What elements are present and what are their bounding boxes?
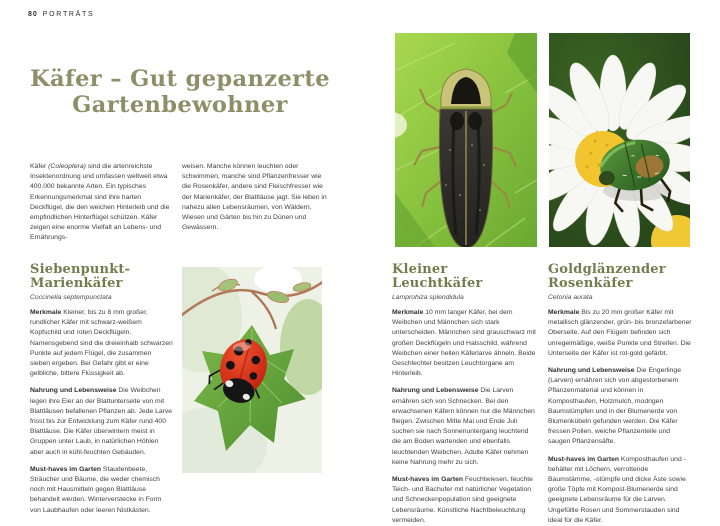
article-heading-line2: Marienkäfer xyxy=(30,275,123,291)
marienkaefer-photo xyxy=(182,267,322,473)
paragraph-lead: Merkmale xyxy=(30,309,62,316)
paragraph-lead: Must-haves im Garten xyxy=(392,476,464,484)
species-name: Cetonia aurata xyxy=(548,294,593,301)
paragraph-text: Die Larven ernähren sich von Schnecken. Bei den erwachsenen Käfern können nur die Männchen fliegen. Zwischen Mitte Mai und Ende Juli suchen sie nach Sonnenuntergang leuchtend die am Boden wartenden und ebenfalls leuchtenden Weibchen. Adulte Käfer nehmen keine Nahrung mehr zu sich. xyxy=(392,387,535,466)
paragraph-lead: Merkmale xyxy=(548,309,580,316)
intro-paragraph-2: weisen. Manche können leuchten oder schwimmen, manche sind Pflanzenfresser wie die Rosenkäfer, andere sind Fleischfresser wie der Marienkäfer, der Blattläuse jagt. Sie leben in nahezu allen Lebensräumen, von Wäldern, Wiesen und Gärten bis hin zu Dünen und Gewässern. xyxy=(182,163,327,232)
rosenkaefer-illustration xyxy=(549,33,690,247)
order-name-italic: (Coleoptera) xyxy=(48,163,86,170)
paragraph-text: Die Weibchen legen ihre Eier an der Blattunterseite von mit Blattläusen befallenen Pflanzen ab. Jede Larve frisst bis zur Entwicklung zum Käfer rund 400 Blattläuse. Die Käfer überwintern meist in Gruppen unter Laub, in natürlichen Höhlen aber auch in kühl-feuchten Gebäuden. xyxy=(30,387,173,456)
paragraph-lead: Nahrung und Lebensweise xyxy=(548,367,635,375)
leuchtkaefer-photo xyxy=(395,33,537,247)
paragraph-text: Feuchtwiesen, feuchte Teich- und Bachufer mit natürlicher Vegetation und Schneckenpopulation sind geeignete Lebensräume. Künstliche Nachtbeleuchtung vermeiden. xyxy=(392,476,533,524)
article-heading-line1: Siebenpunkt- xyxy=(30,262,131,277)
paragraph-musthaves xyxy=(30,465,173,516)
section-label: PORTRÄTS xyxy=(42,11,95,18)
article-heading xyxy=(30,263,173,290)
paragraph-merkmale xyxy=(392,308,537,379)
paragraph-lead: Nahrung und Lebensweise xyxy=(392,387,479,395)
page-title-line2: Gartenbewohner xyxy=(72,92,288,118)
paragraph-lead: Must-haves im Garten xyxy=(30,465,102,473)
rosenkaefer-photo xyxy=(549,33,690,247)
paragraph-lead: Merkmale xyxy=(392,309,424,316)
marienkaefer-illustration xyxy=(182,267,322,473)
intro-paragraph-1 xyxy=(30,162,172,244)
paragraph-musthaves xyxy=(548,455,693,526)
article-heading xyxy=(548,263,693,290)
article-heading-line2: Rosenkäfer xyxy=(548,275,633,291)
intro-column-2 xyxy=(182,162,328,233)
article-siebenpunkt-marienkaefer xyxy=(30,263,173,516)
paragraph-merkmale xyxy=(30,308,173,379)
article-heading-line1: Kleiner Leuchtkäfer xyxy=(392,262,483,291)
article-heading-line1: Goldglänzender xyxy=(548,262,666,277)
article-goldglaenzender-rosenkaefer xyxy=(548,263,693,526)
paragraph-merkmale xyxy=(548,308,693,359)
paragraph-text: 10 mm langer Käfer, bei dem Weibchen und Männchen sich stark unterscheiden. Männchen sind grauschwarz mit großen Deckflügeln und Halsschild, während Weibchen einer hellen Käferlarve ähneln. Beide Geschlechter besitzen Leuchtorgane am Hinterleib. xyxy=(392,309,536,378)
paragraph-lead: Must-haves im Garten xyxy=(548,455,620,463)
intro-text-rest: sind die artenreichste Insektenordnung und umfassen weltweit etwa 400.000 bekannte Arten. Ein typisches Erkennungsmerkmal sind ihre harten Deckflügel, die den weichen Hinterleib und die empfindlichen Hinterflügel schützen. Käfer zeigen eine enorme Vielfalt an Lebens- und Ernährungs- xyxy=(30,163,170,242)
paragraph-text: Komposthaufen und -behälter mit Löchern, verrottende Baumstämme, -stümpfe und dicke Äste sowie große Töpfe mit Kompost-Blumenerde sind geeignete Lebensräume für die Larven. Ungefüllte Rosen und Sommerstauden sind ideal für die Käfer. xyxy=(548,455,686,524)
intro-text: Käfer xyxy=(30,163,47,170)
paragraph-nahrung xyxy=(30,386,173,457)
paragraph-nahrung xyxy=(548,366,693,448)
paragraph-text: Die Engerlinge (Larven) ernähren sich von abgestorbenem Pflanzenmaterial und können in Komposthaufen, Holzmulch, modrigen Baumstümpfen und in der Blumenerde von Blumenkübeln gefunden werden. Die Käfer fressen Pollen, weiche Pflanzenteile und saugen Pflanzensäfte. xyxy=(548,367,681,446)
page-title-line1: Käfer – Gut gepanzerte xyxy=(30,66,330,92)
paragraph-lead: Nahrung und Lebensweise xyxy=(30,387,117,395)
paragraph-nahrung xyxy=(392,386,537,468)
species-name: Coccinella septempunctata xyxy=(30,294,112,301)
paragraph-text: Staudenbeete, Sträucher und Bäume, die weder chemisch noch mit Hausmitteln gegen Blattläuse behandelt werden. Winterverstecke in Form von Laubhaufen oder leeren Nistkästen. xyxy=(30,465,162,514)
article-kleiner-leuchtkaefer xyxy=(392,263,537,526)
article-heading xyxy=(392,263,537,290)
species-name: Lamprohiza splendidula xyxy=(392,294,464,301)
paragraph-musthaves xyxy=(392,475,537,526)
paragraph-text: Bis zu 20 mm großer Käfer mit metallisch glänzender, grün- bis bronzefarbener Oberseite. Auf den Flügeln befinden sich unregelmäßige, weiße Punkte und Streifen. Die Unterseite der Käfer ist rot-gold gefärbt. xyxy=(548,309,692,357)
page-number: 80 xyxy=(28,11,38,18)
page-title xyxy=(24,66,336,118)
page-header xyxy=(28,11,94,18)
intro-column-1 xyxy=(30,162,172,244)
leuchtkaefer-illustration xyxy=(395,33,537,247)
paragraph-text: Kleiner, bis zu 8 mm großer, rundlicher Käfer mit schwarz-weißem Kopfschild und roten Deckflügeln. Namensgebend sind die dreieinhalb schwarzen Punkte auf jedem Flügel, die zusammen sieben ergeben. Bei Gefahr gibt er eine gelbliche, bittere Flüssigkeit ab. xyxy=(30,309,173,378)
